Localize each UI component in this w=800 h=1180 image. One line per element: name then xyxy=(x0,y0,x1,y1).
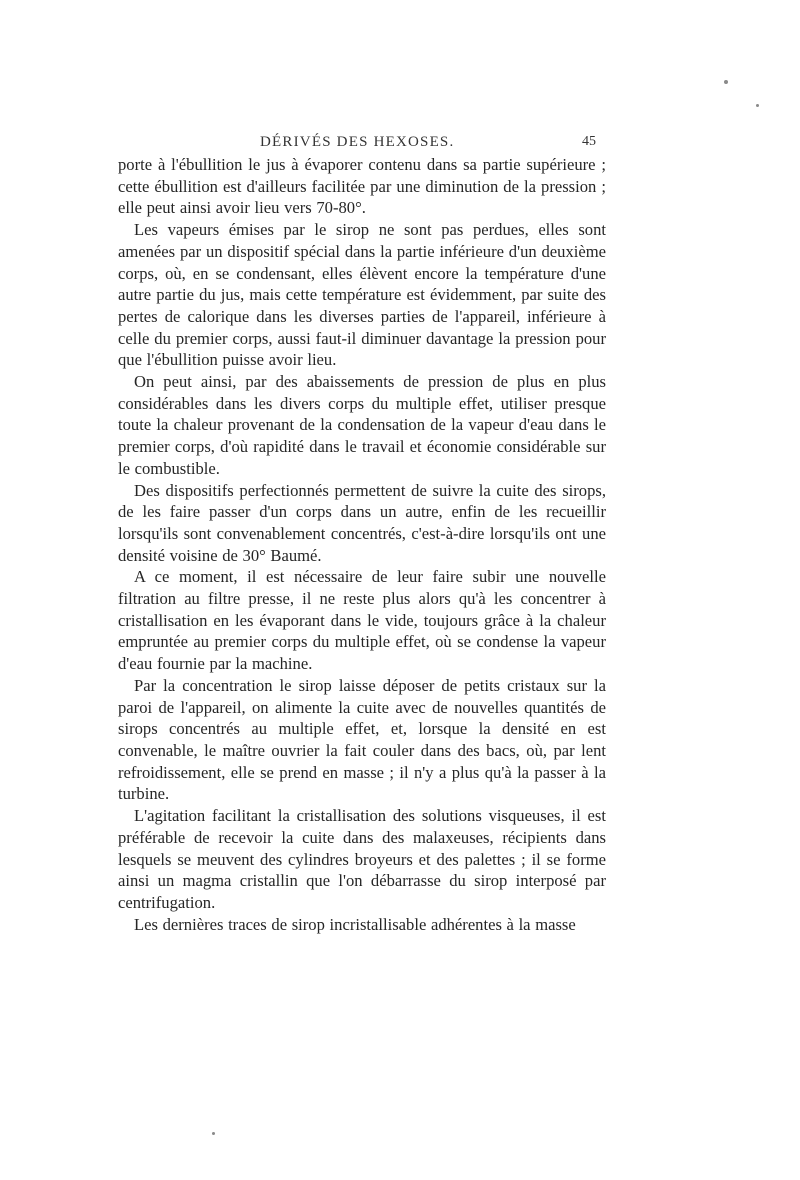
paragraph: L'agitation facilitant la cristallisation des solutions visqueuses, il est préférable de recevoir la cuite dans des malaxeuses, récipients dans lesquels se meuvent des cylindres broyeurs et des palettes ; il se forme ainsi un magma cristallin que l'on débarrasse du sirop interposé par centrifugation. xyxy=(118,806,606,912)
page-number: 45 xyxy=(582,134,596,149)
paper-speck xyxy=(212,1132,215,1135)
paragraph: Les vapeurs émises par le sirop ne sont pas perdues, elles sont amenées par un dispositif spécial dans la partie inférieure d'un deuxième corps, où, en se condensant, elles élèvent encore la température d'une autre partie du jus, mais cette température est évidemment, par suite des pertes de calorique dans les diverses parties de l'appareil, inférieure à celle du premier corps, aussi faut-il diminuer davantage la pression pour que l'ébullition puisse avoir lieu. xyxy=(118,220,606,370)
paper-speck xyxy=(724,80,728,84)
paragraph: porte à l'ébullition le jus à évaporer contenu dans sa partie supérieure ; cette ébullition est d'ailleurs facilitée par une diminution de la pression ; elle peut ainsi avoir lieu vers 70-80°. xyxy=(118,155,606,218)
paragraph: Des dispositifs perfectionnés permettent de suivre la cuite des sirops, de les faire passer d'un corps dans un autre, enfin de les recueillir lorsqu'ils sont convenablement concentrés, c'est-à-dire lorsqu'ils ont une densité voisine de 30° Baumé. xyxy=(118,480,606,565)
paragraph: Les dernières traces de sirop incristallisable adhérentes à la masse xyxy=(134,914,576,934)
paragraph: A ce moment, il est nécessaire de leur faire subir une nouvelle filtration au filtre presse, il ne reste plus alors qu'à les concentrer à cristallisation en les évaporant dans le vide, toujours grâce à la chaleur empruntée au premier corps du multiple effet, où se condense la vapeur d'eau fournie par la machine. xyxy=(118,567,606,674)
running-title: DÉRIVÉS DES HEXOSES. xyxy=(260,134,455,150)
paragraph: On peut ainsi, par des abaissements de pression de plus en plus considérables dans les divers corps du multiple effet, utiliser presque toute la chaleur provenant de la condensation de la vapeur d'eau dans le premier corps, d'où rapidité dans le travail et économie considérable sur le combustible. xyxy=(118,372,606,478)
paper-speck xyxy=(756,104,759,107)
body-text xyxy=(118,154,606,935)
page-header xyxy=(118,132,596,154)
paragraph: Par la concentration le sirop laisse déposer de petits cristaux sur la paroi de l'appareil, on alimente la cuite avec de nouvelles quantités de sirops concentrés au multiple effet, et, lorsque la densité en est convenable, le maître ouvrier la fait couler dans des bacs, où, par lent refroidissement, elle se prend en masse ; il n'y a plus qu'à la passer à la turbine. xyxy=(118,675,606,804)
